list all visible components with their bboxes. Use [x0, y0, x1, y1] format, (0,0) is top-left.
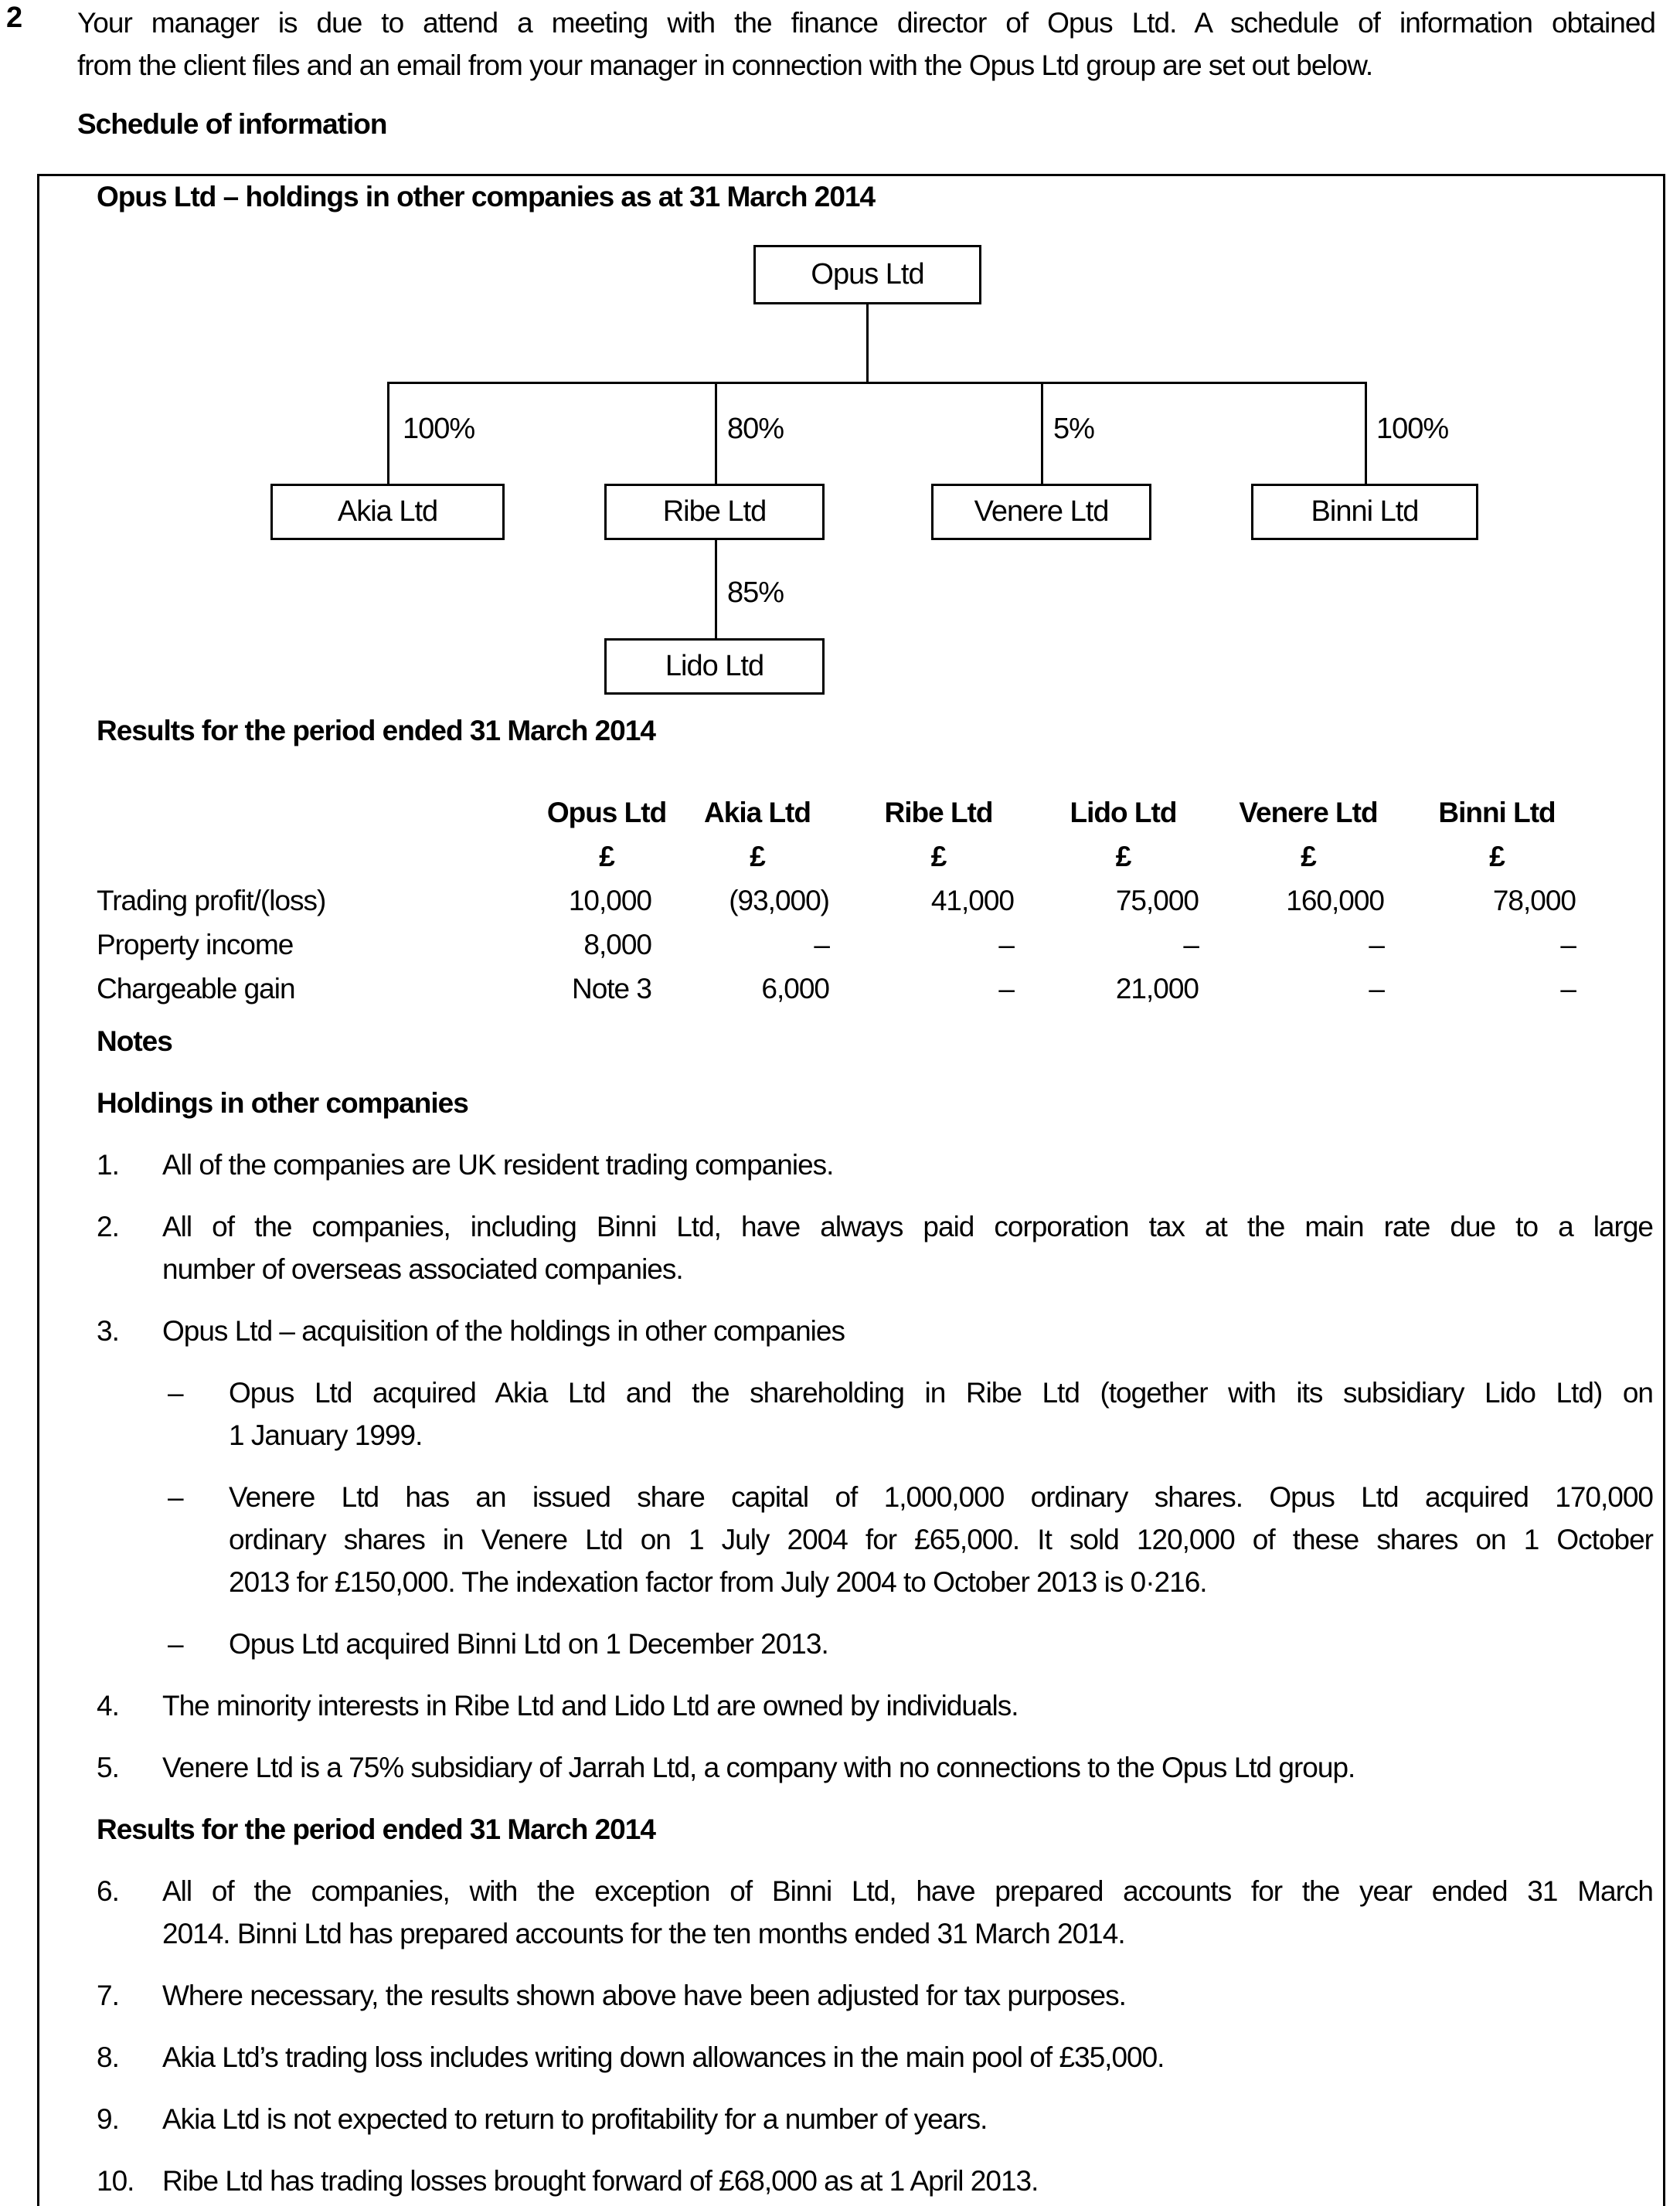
- org-node-lido: Lido Ltd: [604, 638, 825, 695]
- note-line: Ribe Ltd has trading losses brought forward of £68,000 as at 1 April 2013.: [162, 2165, 1039, 2197]
- table-header-row: [97, 790, 1593, 834]
- note-line: number of overseas associated companies.: [162, 1253, 683, 1285]
- bullet-dash: –: [168, 1628, 183, 1660]
- note-line: 2013 for £150,000. The indexation factor from July 2004 to October 2013 is 0·216.: [229, 1566, 1207, 1598]
- currency-symbol: £: [599, 841, 614, 872]
- note-item-8: [97, 2036, 1653, 2079]
- intro-paragraph: [77, 2, 1655, 87]
- currency-row: [97, 834, 1593, 879]
- note-line: All of the companies, with the exception of Binni Ltd, have prepared accounts for the year ended 31 March: [162, 1875, 1653, 1907]
- note-item-10: [97, 2160, 1653, 2202]
- connector-line: [387, 382, 1367, 384]
- note-line: Akia Ltd is not expected to return to profitability for a number of years.: [162, 2103, 988, 2135]
- panel-title: Opus Ltd – holdings in other companies as at 31 March 2014: [97, 181, 876, 212]
- note-line: 2014. Binni Ltd has prepared accounts for the ten months ended 31 March 2014.: [162, 1918, 1125, 1949]
- note-item-4: [97, 1684, 1653, 1727]
- connector-line: [1365, 382, 1367, 484]
- holding-percent-binni: 100%: [1376, 413, 1449, 445]
- cell-value: 75,000: [1115, 885, 1199, 916]
- note-bullet-3: [97, 1623, 1653, 1665]
- table-row: [97, 923, 1593, 967]
- note-number: 6.: [97, 1875, 119, 1907]
- holding-percent-ribe: 80%: [727, 413, 784, 445]
- note-line: Opus Ltd acquired Binni Ltd on 1 December 2013.: [229, 1628, 828, 1660]
- holding-percent-akia: 100%: [403, 413, 475, 445]
- cell-value: Note 3: [571, 973, 651, 1004]
- cell-value: 78,000: [1492, 885, 1576, 916]
- note-number: 3.: [97, 1315, 119, 1347]
- org-node-binni: Binni Ltd: [1251, 484, 1478, 540]
- note-line: Opus Ltd acquired Akia Ltd and the shareholding in Ribe Ltd (together with its subsidiary Lido Ltd) on: [229, 1377, 1653, 1409]
- cell-value: 10,000: [568, 885, 651, 916]
- connector-line: [715, 540, 717, 638]
- column-header: Opus Ltd: [546, 797, 667, 828]
- column-header: Lido Ltd: [1070, 797, 1177, 828]
- note-number: 9.: [97, 2103, 119, 2135]
- column-header: Binni Ltd: [1438, 797, 1556, 828]
- org-node-opus: Opus Ltd: [753, 245, 981, 304]
- note-line: Akia Ltd’s trading loss includes writing down allowances in the main pool of £35,000.: [162, 2041, 1165, 2073]
- holding-percent-lido: 85%: [727, 576, 784, 609]
- connector-line: [1041, 382, 1043, 484]
- connector-line: [715, 382, 717, 484]
- cell-value: –: [814, 929, 829, 960]
- intro-line: Your manager is due to attend a meeting with the finance director of Opus Ltd. A schedule of information obtained: [77, 7, 1655, 39]
- note-line: All of the companies, including Binni Ltd, have always paid corporation tax at the main rate due to a large: [162, 1211, 1653, 1242]
- note-line: Venere Ltd has an issued share capital of 1,000,000 ordinary shares. Opus Ltd acquired 170,000: [229, 1481, 1653, 1513]
- column-header: Ribe Ltd: [884, 797, 993, 828]
- column-header: Venere Ltd: [1239, 797, 1378, 828]
- note-item-9: [97, 2098, 1653, 2140]
- note-item-6: [97, 1870, 1653, 1955]
- cell-value: 160,000: [1286, 885, 1384, 916]
- cell-value: 41,000: [930, 885, 1014, 916]
- note-number: 5.: [97, 1752, 119, 1783]
- cell-value: 8,000: [583, 929, 651, 960]
- currency-symbol: £: [1115, 841, 1131, 872]
- cell-value: 6,000: [761, 973, 829, 1004]
- note-line: All of the companies are UK resident trading companies.: [162, 1149, 834, 1181]
- org-node-ribe: Ribe Ltd: [604, 484, 825, 540]
- note-line: ordinary shares in Venere Ltd on 1 July 2004 for £65,000. It sold 120,000 of these shares on 1 October: [229, 1524, 1653, 1555]
- schedule-info-panel: [37, 174, 1665, 2206]
- cell-value: –: [998, 929, 1014, 960]
- note-number: 10.: [97, 2165, 134, 2197]
- row-label: Chargeable gain: [97, 973, 295, 1004]
- row-label: Trading profit/(loss): [97, 885, 326, 916]
- note-bullet-1: [97, 1372, 1653, 1457]
- holdings-subheading: Holdings in other companies: [97, 1087, 468, 1119]
- note-line: 1 January 1999.: [229, 1419, 423, 1451]
- note-item-7: [97, 1974, 1653, 2017]
- note-bullet-2: [97, 1476, 1653, 1603]
- note-number: 7.: [97, 1980, 119, 2011]
- note-item-5: [97, 1746, 1653, 1789]
- cell-value: –: [1560, 973, 1576, 1004]
- note-number: 4.: [97, 1690, 119, 1722]
- results-table: [97, 790, 1593, 1011]
- org-node-venere: Venere Ltd: [931, 484, 1151, 540]
- note-number: 8.: [97, 2041, 119, 2073]
- connector-line: [387, 382, 389, 484]
- note-line: Opus Ltd – acquisition of the holdings in other companies: [162, 1315, 845, 1347]
- notes-heading: Notes: [97, 1025, 172, 1057]
- results-heading: Results for the period ended 31 March 2014: [97, 715, 655, 746]
- currency-symbol: £: [930, 841, 947, 872]
- table-row: [97, 879, 1593, 923]
- notes-section: [97, 1020, 1653, 2202]
- note-number: 2.: [97, 1211, 119, 1242]
- note-number: 1.: [97, 1149, 119, 1181]
- cell-value: –: [1183, 929, 1199, 960]
- holding-percent-venere: 5%: [1053, 413, 1094, 445]
- note-item-3: [97, 1310, 1653, 1352]
- org-node-akia: Akia Ltd: [270, 484, 505, 540]
- bullet-dash: –: [168, 1481, 183, 1513]
- question-number: 2: [6, 2, 22, 34]
- cell-value: 21,000: [1115, 973, 1199, 1004]
- note-item-2: [97, 1205, 1653, 1290]
- currency-symbol: £: [1301, 841, 1316, 872]
- currency-symbol: £: [1489, 841, 1505, 872]
- intro-line: from the client files and an email from your manager in connection with the Opus Ltd group are set out below.: [77, 49, 1373, 81]
- cell-value: –: [998, 973, 1014, 1004]
- note-item-1: [97, 1144, 1653, 1186]
- note-line: The minority interests in Ribe Ltd and Lido Ltd are owned by individuals.: [162, 1690, 1019, 1722]
- cell-value: –: [1369, 929, 1384, 960]
- cell-value: –: [1560, 929, 1576, 960]
- column-header: Akia Ltd: [704, 797, 811, 828]
- cell-value: (93,000): [729, 885, 829, 916]
- note-line: Where necessary, the results shown above have been adjusted for tax purposes.: [162, 1980, 1126, 2011]
- cell-value: –: [1369, 973, 1384, 1004]
- note-line: Venere Ltd is a 75% subsidiary of Jarrah Ltd, a company with no connections to the Opus Ltd group.: [162, 1752, 1355, 1783]
- bullet-dash: –: [168, 1377, 183, 1409]
- schedule-of-information-heading: Schedule of information: [77, 108, 387, 140]
- table-row: [97, 967, 1593, 1011]
- connector-line: [866, 304, 869, 384]
- results-subheading: Results for the period ended 31 March 2014: [97, 1813, 655, 1845]
- currency-symbol: £: [750, 841, 765, 872]
- row-label: Property income: [97, 929, 294, 960]
